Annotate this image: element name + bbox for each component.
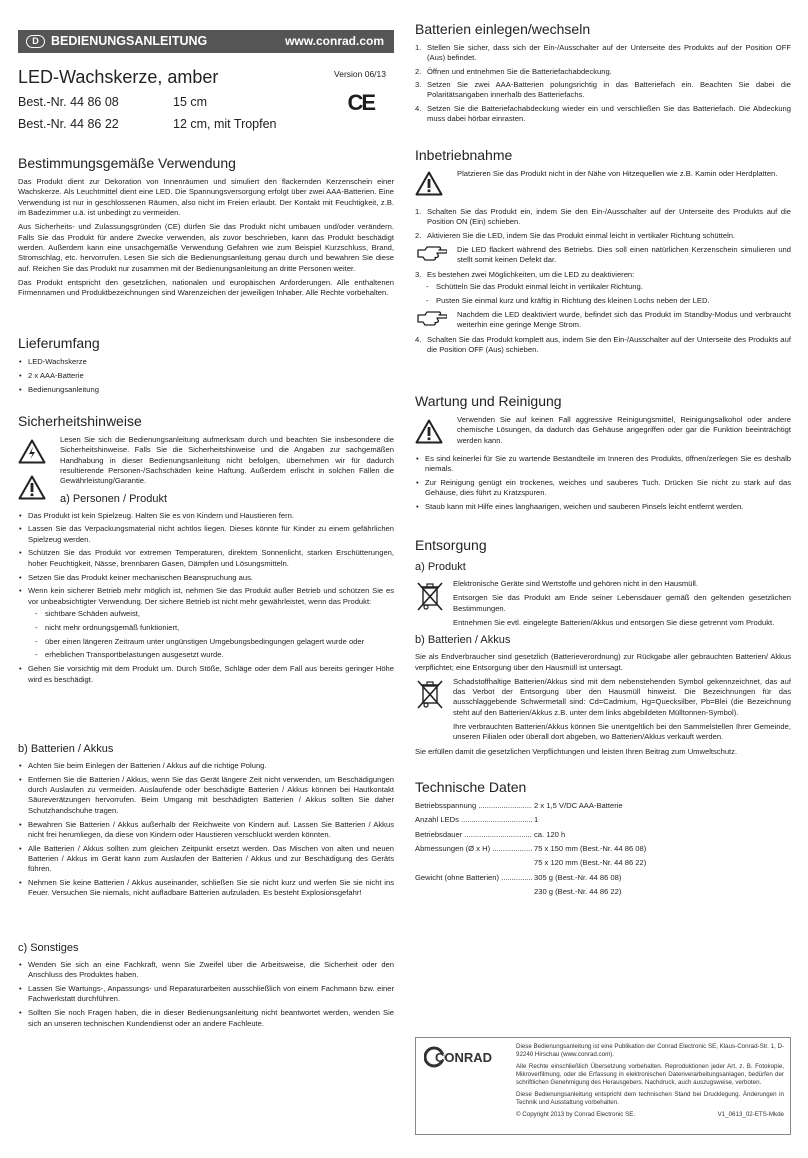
list-item: • Zur Reinigung genügt ein trockenes, weiches und sauberes Tuch. Drücken Sie nicht zu stark auf das Gehäuse, dies führt zu Kratzspuren.: [415, 478, 791, 499]
list-item: [18, 586, 394, 660]
list-item: • LED-Wachskerze: [18, 357, 394, 367]
header-url[interactable]: www.conrad.com: [285, 34, 384, 49]
tech-row: [415, 815, 791, 825]
tech-label: Betriebsdauer .....: [415, 830, 532, 840]
dash-item: - nicht mehr ordnungsgemäß funktioniert,: [28, 623, 394, 633]
note-text: Die LED flackert während des Betriebs. Dies soll einen natürlichen Kerzenschein simulieren und stellt somit keinen Defekt dar.: [457, 244, 791, 265]
intended-use-section: [18, 154, 394, 302]
step-text: Setzen Sie zwei AAA-Batterien polungsrichtig in das Batteriefach ein. Beachten Sie dabei die Polaritätsangaben innerhalb des Batteriefachs.: [427, 79, 791, 100]
list-item: • Nehmen Sie keine Batterien / Akkus auseinander, schließen Sie sie nicht kurz und werfen Sie sie nicht ins Feuer. Versuchen Sie niemals, nicht aufladbare Batterien aufzuladen. Es besteht Explosionsgefahr!: [18, 878, 394, 899]
tech-label: Betriebsspannung .....: [415, 801, 532, 811]
step-number: 4.: [415, 103, 422, 113]
tech-value: 230 g (Best.-Nr. 44 86 22): [534, 886, 622, 896]
step-number: 2.: [415, 230, 422, 240]
step-text: Schalten Sie das Produkt ein, indem Sie den Ein-/Ausschalter auf der Unterseite des Produkts auf die Position ON (Ein) schieben.: [427, 207, 791, 227]
safety-intro: Lesen Sie sich die Bedienungsanleitung aufmerksam durch und beachten Sie insbesondere die Sicherheitshinweise. Falls Sie die Sicherheitshinweise und die Angaben zur sachgemäßen Handhabung in dieser Bedienungsanleitung nicht befolgen, übernehmen wir für dadurch resultierende Personen-/Sachschäden keine Haftung. Außerdem erlischt in solchen Fällen die Gewährleistung/Garantie.: [60, 435, 394, 486]
product-size: 15 cm: [173, 95, 208, 109]
disposal-section: [415, 536, 791, 761]
product-disposal-block: [415, 579, 791, 628]
language-badge: D: [26, 35, 45, 48]
safety-section: [18, 412, 394, 688]
paragraph: Das Produkt entspricht den gesetzlichen, nationalen und europäischen Anforderungen. Alle enthaltenen Firmennamen und Produktbezeichnungen sind Warenzeichen der jeweiligen Inhaber. Alle Rechte vorbehalten.: [18, 277, 394, 298]
safety-batteries-section: [18, 737, 394, 902]
step-text: Stellen Sie sicher, dass sich der Ein-/Ausschalter auf der Unterseite des Produkts auf der Position OFF (Aus) befindet.: [427, 43, 791, 63]
list-item: • Schützen Sie das Produkt vor extremen Temperaturen, direktem Sonnenlicht, starken Erschütterungen, hoher Feuchtigkeit, Nässe, brennbaren Gasen, Dämpfen und Lösungsmitteln.: [18, 548, 394, 569]
tech-value: 75 x 120 mm (Best.-Nr. 44 86 22): [534, 858, 647, 868]
paragraph: Elektronische Geräte sind Wertstoffe und gehören nicht in den Hausmüll.: [453, 578, 698, 588]
list-item: • Alle Batterien / Akkus sollten zum gleichen Zeitpunkt ersetzt werden. Das Mischen von alten und neuen Batterien / Akkus im Gerät kann zum Auslaufen der Batterien / Akkus und zur Beschädigung des Geräts führen.: [18, 844, 394, 875]
batteries-section: [415, 20, 791, 127]
list-item: • Achten Sie beim Einlegen der Batterien / Akkus auf die richtige Polung.: [18, 761, 394, 771]
subsection-heading: a) Personen / Produkt: [60, 492, 168, 505]
publisher-footer: [415, 1037, 791, 1135]
crossed-bin-icon: [417, 679, 443, 709]
version-label: Version 06/13: [334, 69, 386, 79]
list-item: • Lassen Sie Wartungs-, Anpassungs- und Reparaturarbeiten ausschließlich von einem Fachmann bzw. einer Fachwerkstatt durchführen.: [18, 984, 394, 1005]
electric-hazard-icon: [18, 439, 46, 464]
order-number-row: [18, 94, 208, 111]
dash-item: - sichtbare Schäden aufweist,: [28, 609, 394, 619]
section-heading: Entsorgung: [415, 537, 487, 553]
paragraph: Schadstoffhaltige Batterien/Akkus sind mit dem nebenstehenden Symbol gekennzeichnet, das auf das Verbot der Entsorgung über den Hausmüll hinweist. Die Bezeichnungen für das ausschlaggebende Schwermetall sind: Cd=Cadmium, Hg=Quecksilber, Pb=Blei (die Bezeichnung steht auf den Batterien/Akkus z.B. unter dem links abgebildeten Mülltonnen-Symbol).: [453, 676, 791, 717]
tech-value: ca. 120 h: [534, 829, 566, 839]
tech-value: 75 x 150 mm (Best.-Nr. 44 86 08): [534, 843, 647, 853]
step-text: Öffnen und entnehmen Sie die Batteriefachabdeckung.: [427, 66, 612, 76]
tech-value: 305 g (Best.-Nr. 44 86 08): [534, 872, 622, 882]
step-number: 3.: [415, 79, 422, 89]
copyright: © Copyright 2013 by Conrad Electronic SE.: [516, 1110, 636, 1118]
tech-row: [415, 844, 791, 869]
step-text: Aktivieren Sie die LED, indem Sie das Produkt einmal leicht in vertikaler Richtung schütteln.: [427, 230, 736, 240]
safety-other-section: [18, 936, 394, 1032]
paragraph: Entnehmen Sie evtl. eingelegte Batterien/Akkus und entsorgen Sie diese getrennt vom Produkt.: [453, 617, 775, 627]
step-number: 1.: [415, 207, 422, 217]
list-item: • 2 x AAA-Batterie: [18, 371, 394, 381]
list-item: • Wenden Sie sich an eine Fachkraft, wenn Sie Zweifel über die Arbeitsweise, die Sicherheit oder den Anschluss des Produktes haben.: [18, 960, 394, 981]
product-size: 12 cm, mit Tropfen: [173, 117, 277, 131]
operation-section: [415, 146, 791, 358]
list-item: • Bewahren Sie Batterien / Akkus außerhalb der Reichweite von Kindern auf. Lassen Sie Batterien / Akkus nicht frei herumliegen, da diese von Kindern oder Haustieren verschluckt werden könnten.: [18, 820, 394, 841]
tech-label: Anzahl LEDs .....: [415, 815, 532, 825]
step-number: 1.: [415, 43, 422, 53]
step-number: 4.: [415, 334, 422, 344]
note-block: [415, 310, 791, 331]
maintenance-warning: [415, 415, 791, 451]
pointing-hand-icon: [417, 310, 447, 326]
list-item: • Lassen Sie das Verpackungsmaterial nicht achtlos liegen. Dieses könnte für Kinder zu einem gefährlichen Spielzeug werden.: [18, 524, 394, 545]
step-item: [415, 104, 791, 125]
dash-item: - über einen längeren Zeitraum unter ungünstigen Umgebungsbedingungen gelagert wurde oder: [28, 637, 394, 647]
delivery-section: [18, 334, 394, 398]
list-item-text: Wenn kein sicherer Betrieb mehr möglich ist, nehmen Sie das Produkt außer Betrieb und schützen Sie es vor unbeabsichtigter Verwendung. Der sichere Betrieb ist nicht mehr gewährleistet, wenn das Produkt:: [28, 586, 394, 606]
subsection-heading: b) Batterien / Akkus: [415, 634, 511, 647]
list-item: • Bedienungsanleitung: [18, 385, 394, 395]
section-heading: Inbetriebnahme: [415, 147, 513, 163]
section-heading: Sicherheitshinweise: [18, 413, 142, 429]
list-item: • Sollten Sie noch Fragen haben, die in dieser Bedienungsanleitung nicht beantwortet werden, wenden Sie sich an unseren technischen Kundendienst oder an andere Fachleute.: [18, 1008, 394, 1029]
section-heading: Batterien einlegen/wechseln: [415, 21, 591, 37]
subsection-heading: a) Produkt: [415, 561, 466, 574]
step-item: [415, 207, 791, 228]
conrad-logo-text: CONRAD: [435, 1050, 493, 1065]
list-item: • Gehen Sie vorsichtig mit dem Produkt um. Durch Stöße, Schläge oder dem Fall aus bereits geringer Höhe wird es beschädigt.: [18, 664, 394, 685]
tech-value: 2 x 1,5 V/DC AAA-Batterie: [534, 801, 623, 811]
footer-paragraph: Diese Bedienungsanleitung entspricht dem technischen Stand bei Drucklegung. Änderungen in Technik und Ausstattung vorbehalten.: [516, 1090, 784, 1107]
subsection-heading: b) Batterien / Akkus: [18, 743, 114, 755]
step-item: [415, 270, 791, 306]
step-item: [415, 231, 791, 241]
paragraph: Aus Sicherheits- und Zulassungsgründen (CE) dürfen Sie das Produkt nicht umbauen und/oder verändern. Falls Sie das Produkt für andere Zwecke verwenden, als zuvor beschrieben, kann das Produkt beschädigt werden. Außerdem kann eine unsachgemäße Verwendung Gefahren wie zum Beispiel Kurzschluss, Brand, Stromschlag, etc. hervorrufen. Lesen Sie sich die Bedienungsanleitung genau durch und bewahren Sie diese auf. Reichen Sie das Produkt nur zusammen mit der Bedienungsanleitung an dritte Personen weiter.: [18, 222, 394, 273]
paragraph: Entsorgen Sie das Produkt am Ende seiner Lebensdauer gemäß den geltenden gesetzlichen Bestimmungen.: [453, 593, 791, 613]
step-item: [415, 43, 791, 64]
warning-icon: [18, 475, 46, 500]
section-heading: Wartung und Reinigung: [415, 393, 562, 409]
list-item: • Es sind keinerlei für Sie zu wartende Bestandteile im Inneren des Produkts, öffnen/zerlegen Sie es deshalb niemals.: [415, 454, 791, 475]
dash-item: - erheblichen Transportbelastungen ausgesetzt wurde.: [28, 650, 394, 660]
pointing-hand-icon: [417, 245, 447, 261]
paragraph: Das Produkt dient zur Dekoration von Innenräumen und simuliert den flackernden Kerzenschein einer Wachskerze. Als Leuchtmittel dient eine LED. Die Spannungsversorgung erfolgt über zwei AAA-Batterien. Eine Verwendung ist nur in geschlossenen Räumen, also nicht im Freien erlaubt. Der Kontakt mit Feuchtigkeit, z.B. im Badezimmer u.ä. ist unbedingt zu vermeiden.: [18, 177, 394, 217]
tech-value: 1: [534, 815, 539, 825]
paragraph: Ihre verbrauchten Batterien/Akkus können Sie unentgeltlich bei den Sammelstellen Ihrer Gemeinde, unseren Filialen oder überall dort abgeben, wo Batterien/Akkus verkauft werden.: [453, 722, 791, 742]
step-number: 3.: [415, 269, 422, 279]
tech-label: Gewicht (ohne Batterien) .....: [415, 873, 532, 898]
page-title: LED-Wachskerze, amber: [18, 67, 219, 87]
header-banner: [18, 30, 394, 53]
step-number: 2.: [415, 66, 422, 76]
step-item: [415, 335, 791, 356]
step-text: Schalten Sie das Produkt komplett aus, indem Sie den Ein-/Ausschalter auf der Unterseite des Produkts auf die Position OFF (Aus) schieben.: [427, 334, 791, 354]
operation-warning: [415, 169, 791, 203]
tech-row: [415, 801, 791, 811]
header-title: BEDIENUNGSANLEITUNG: [51, 34, 208, 48]
maintenance-section: [415, 392, 791, 516]
footer-paragraph: Alle Rechte einschließlich Übersetzung vorbehalten. Reproduktionen jeder Art, z. B. Fotokopie, Mikroverfilmung, oder die Erfassung in elektronischen Datenverarbeitungsanlagen, bedürfen der schriftlichen Genehmigung des Herausgebers. Nachdruck, auch auszugsweise, verboten.: [516, 1062, 784, 1087]
safety-warning-block: [18, 435, 394, 685]
tech-row: [415, 873, 791, 898]
tech-label: Abmessungen (Ø x H) .....: [415, 844, 532, 869]
list-item: • Das Produkt ist kein Spielzeug. Halten Sie es von Kindern und Haustieren fern.: [18, 511, 394, 521]
list-item: • Entfernen Sie die Batterien / Akkus, wenn Sie das Gerät längere Zeit nicht verwenden, um Beschädigungen durch Auslaufen zu vermeiden. Auslaufende oder beschädigte Batterien / Akkus können bei Hautkontakt Säureverätzungen hervorrufen. Beim Umgang mit beschädigten Batterien / Akkus sollten Sie daher Schutzhandschuhe tragen.: [18, 775, 394, 816]
dash-item: - Schütteln Sie das Produkt einmal leicht in vertikaler Richtung.: [419, 282, 791, 292]
warning-text: Platzieren Sie das Produkt nicht in der Nähe von Hitzequellen wie z.B. Kamin oder Herdplatten.: [457, 169, 778, 179]
dash-item: - Pusten Sie einmal kurz und kräftig in Richtung des kleinen Lochs neben der LED.: [419, 296, 791, 306]
step-item: [415, 80, 791, 101]
list-item: • Setzen Sie das Produkt keiner mechanischen Beanspruchung aus.: [18, 573, 394, 583]
step-text: Setzen Sie die Batteriefachabdeckung wieder ein und verschließen Sie das Batteriefach. Die Abdeckung muss dabei hörbar einrasten.: [427, 103, 791, 123]
order-number: Best.-Nr. 44 86 08: [18, 95, 119, 109]
tech-data-section: [415, 778, 791, 901]
crossed-bin-icon: [417, 581, 443, 611]
ce-mark-icon: CE: [347, 90, 374, 115]
order-number-row: [18, 116, 277, 133]
note-text: Nachdem die LED deaktiviert wurde, befindet sich das Produkt im Standby-Modus und verbraucht weiterhin eine geringe Menge Strom.: [457, 310, 791, 330]
list-item: • Staub kann mit Hilfe eines langhaarigen, weichen und sauberen Pinsels leicht entfernt werden.: [415, 502, 791, 512]
section-heading: Technische Daten: [415, 779, 527, 795]
tech-row: [415, 830, 791, 840]
document-code: V1_0613_02-ETS-Mkde: [717, 1110, 784, 1118]
paragraph: Sie als Endverbraucher sind gesetzlich (Batterieverordnung) zur Rückgabe aller gebrauchten Batterien/ Akkus verpflichtet; eine Entsorgung über den Hausmüll ist untersagt.: [415, 652, 791, 672]
section-heading: Lieferumfang: [18, 335, 100, 351]
step-item: [415, 67, 791, 77]
subsection-heading: c) Sonstiges: [18, 942, 79, 954]
footer-paragraph: Diese Bedienungsanleitung ist eine Publikation der Conrad Electronic SE, Klaus-Conrad-Str. 1, D-92240 Hirschau (www.conrad.com).: [516, 1043, 784, 1059]
order-number: Best.-Nr. 44 86 22: [18, 117, 119, 131]
warning-icon: [415, 419, 443, 444]
note-block: [415, 245, 791, 266]
conrad-logo: [424, 1046, 504, 1068]
warning-text: Verwenden Sie auf keinen Fall aggressive Reinigungsmittel, Reinigungsalkohol oder andere chemische Lösungen, da dadurch das Gehäuse angegriffen oder gar die Funktion beeinträchtigt werden kann.: [457, 415, 791, 445]
section-heading: Bestimmungsgemäße Verwendung: [18, 155, 236, 171]
battery-disposal-block: [415, 677, 791, 743]
paragraph: Sie erfüllen damit die gesetzlichen Verpflichtungen und leisten Ihren Beitrag zum Umweltschutz.: [415, 746, 738, 756]
warning-icon: [415, 171, 443, 196]
step-text: Es bestehen zwei Möglichkeiten, um die LED zu deaktivieren:: [427, 269, 635, 279]
